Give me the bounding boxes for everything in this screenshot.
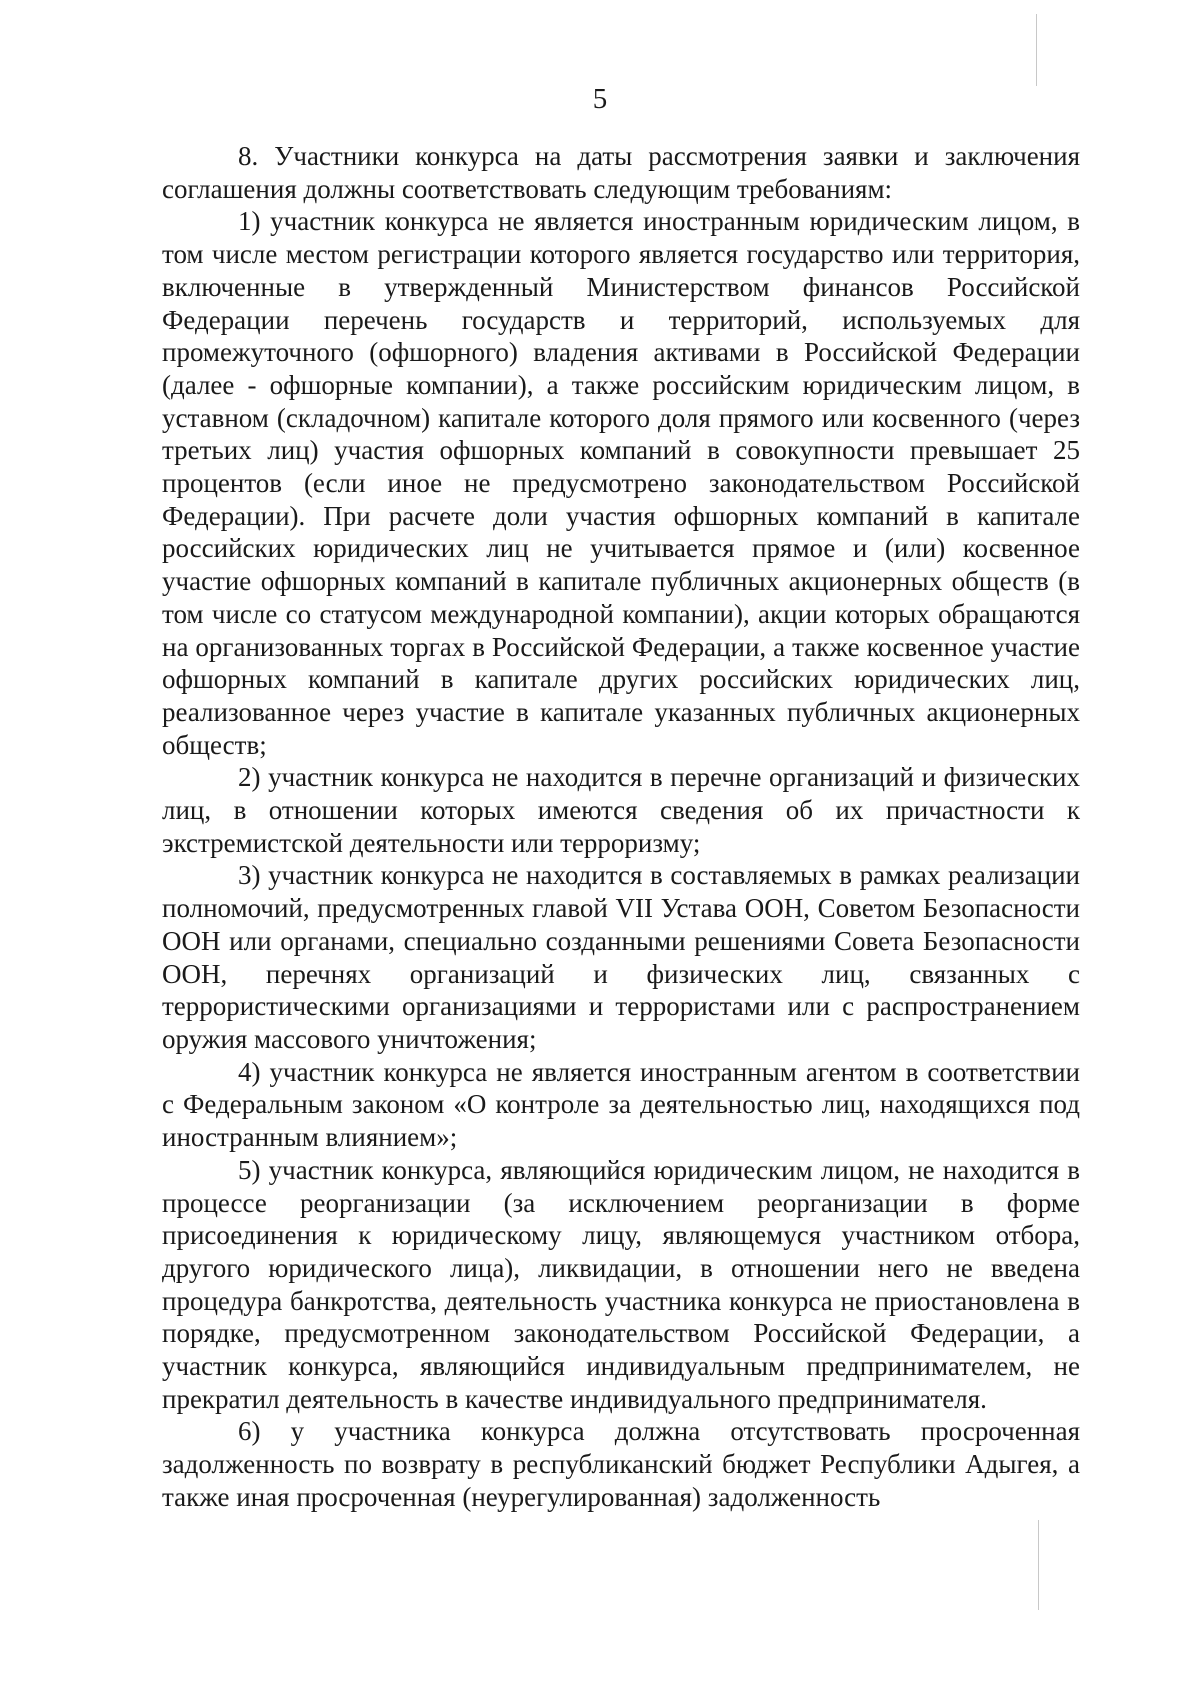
- paragraph-item-4: 4) участник конкурса не является иностранным агентом в соответствии с Федеральным законом «О контроле за деятельностью лиц, находящихся под иностранным влиянием»;: [162, 1056, 1080, 1153]
- paragraph-item-1: 1) участник конкурса не является иностранным юридическим лицом, в том числе местом регистрации которого является государство или территория, включенные в утвержденный Министерством финансов Российской Федерации перечень государств и территорий, используемых для промежуточного (офшорного) владения активами в Российской Федерации (далее - офшорные компании), а также российским юридическим лицом, в уставном (складочном) капитале которого доля прямого или косвенного (через третьих лиц) участия офшорных компаний в совокупности превышает 25 процентов (если иное не предусмотрено законодательством Российской Федерации). При расчете доли участия офшорных компаний в капитале российских юридических лиц не учитывается прямое и (или) косвенное участие офшорных компаний в капитале публичных акционерных обществ (в том числе со статусом международной компании), акции которых обращаются на организованных торгах в Российской Федерации, а также косвенное участие офшорных компаний в капитале других российских юридических лиц, реализованное через участие в капитале указанных публичных акционерных обществ;: [162, 206, 1080, 760]
- document-body: [162, 140, 1080, 1514]
- scan-mark: [1038, 1520, 1039, 1610]
- page-number: 5: [592, 83, 608, 115]
- scan-mark: [1036, 14, 1037, 86]
- paragraph-clause-8: 8. Участники конкурса на даты рассмотрения заявки и заключения соглашения должны соответствовать следующим требованиям:: [162, 141, 1080, 204]
- paragraph-item-5: 5) участник конкурса, являющийся юридическим лицом, не находится в процессе реорганизации (за исключением реорганизации в форме присоединения к юридическому лицу, являющемуся участником отбора, другого юридического лица), ликвидации, в отношении него не введена процедура банкротства, деятельность участника конкурса не приостановлена в порядке, предусмотренном законодательством Российской Федерации, а участник конкурса, являющийся индивидуальным предпринимателем, не прекратил деятельность в качестве индивидуального предпринимателя.: [162, 1154, 1080, 1414]
- paragraph-item-2: 2) участник конкурса не находится в перечне организаций и физических лиц, в отношении которых имеются сведения об их причастности к экстремистской деятельности или терроризму;: [162, 762, 1080, 858]
- paragraph-item-3: 3) участник конкурса не находится в составляемых в рамках реализации полномочий, предусмотренных главой VII Устава ООН, Советом Безопасности ООН или органами, специально созданными решениями Совета Безопасности ООН, перечнях организаций и физических лиц, связанных с террористическими организациями и террористами или с распространением оружия массового уничтожения;: [162, 860, 1080, 1054]
- paragraph-item-6: 6) у участника конкурса должна отсутствовать просроченная задолженность по возврату в республиканский бюджет Республики Адыгея, а также иная просроченная (неурегулированная) задолженность: [162, 1416, 1080, 1512]
